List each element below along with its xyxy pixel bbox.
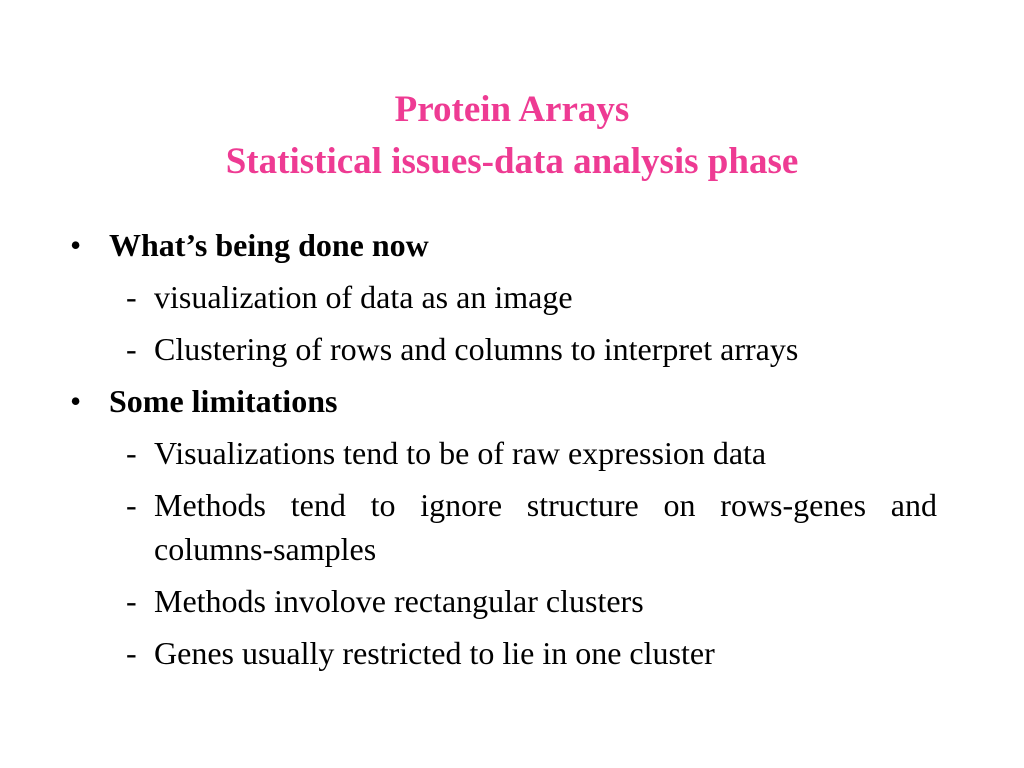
dash-marker: -: [126, 583, 137, 619]
sub-item: [70, 327, 937, 371]
bullet-label: Some limitations: [109, 383, 338, 419]
bullet-label: What’s being done now: [109, 227, 429, 263]
bullet-marker: •: [70, 383, 82, 419]
title-line-2: Statistical issues-data analysis phase: [225, 141, 799, 182]
bullet-item: [70, 223, 937, 267]
dash-marker: -: [126, 635, 137, 671]
sub-item: [70, 431, 937, 475]
slide-title: [0, 84, 1024, 188]
sub-item-text: Visualizations tend to be of raw expression data: [154, 435, 767, 471]
sub-item: [70, 483, 937, 571]
sub-item-text: Methods tend to ignore structure on rows-genes and columns-samples: [154, 487, 937, 567]
sub-item: [70, 579, 937, 623]
slide-body: [70, 223, 937, 683]
dash-marker: -: [126, 279, 137, 315]
sub-item-text: visualization of data as an image: [154, 279, 573, 315]
sub-item: [70, 631, 937, 675]
bullet-marker: •: [70, 227, 82, 263]
sub-item-text: Clustering of rows and columns to interpret arrays: [154, 331, 799, 367]
sub-item-text: Genes usually restricted to lie in one cluster: [154, 635, 715, 671]
dash-marker: -: [126, 331, 137, 367]
dash-marker: -: [126, 435, 137, 471]
bullet-item: [70, 379, 937, 423]
title-line-1: Protein Arrays: [394, 89, 630, 130]
sub-item: [70, 275, 937, 319]
sub-item-text: Methods involove rectangular clusters: [154, 583, 644, 619]
dash-marker: -: [126, 487, 137, 523]
